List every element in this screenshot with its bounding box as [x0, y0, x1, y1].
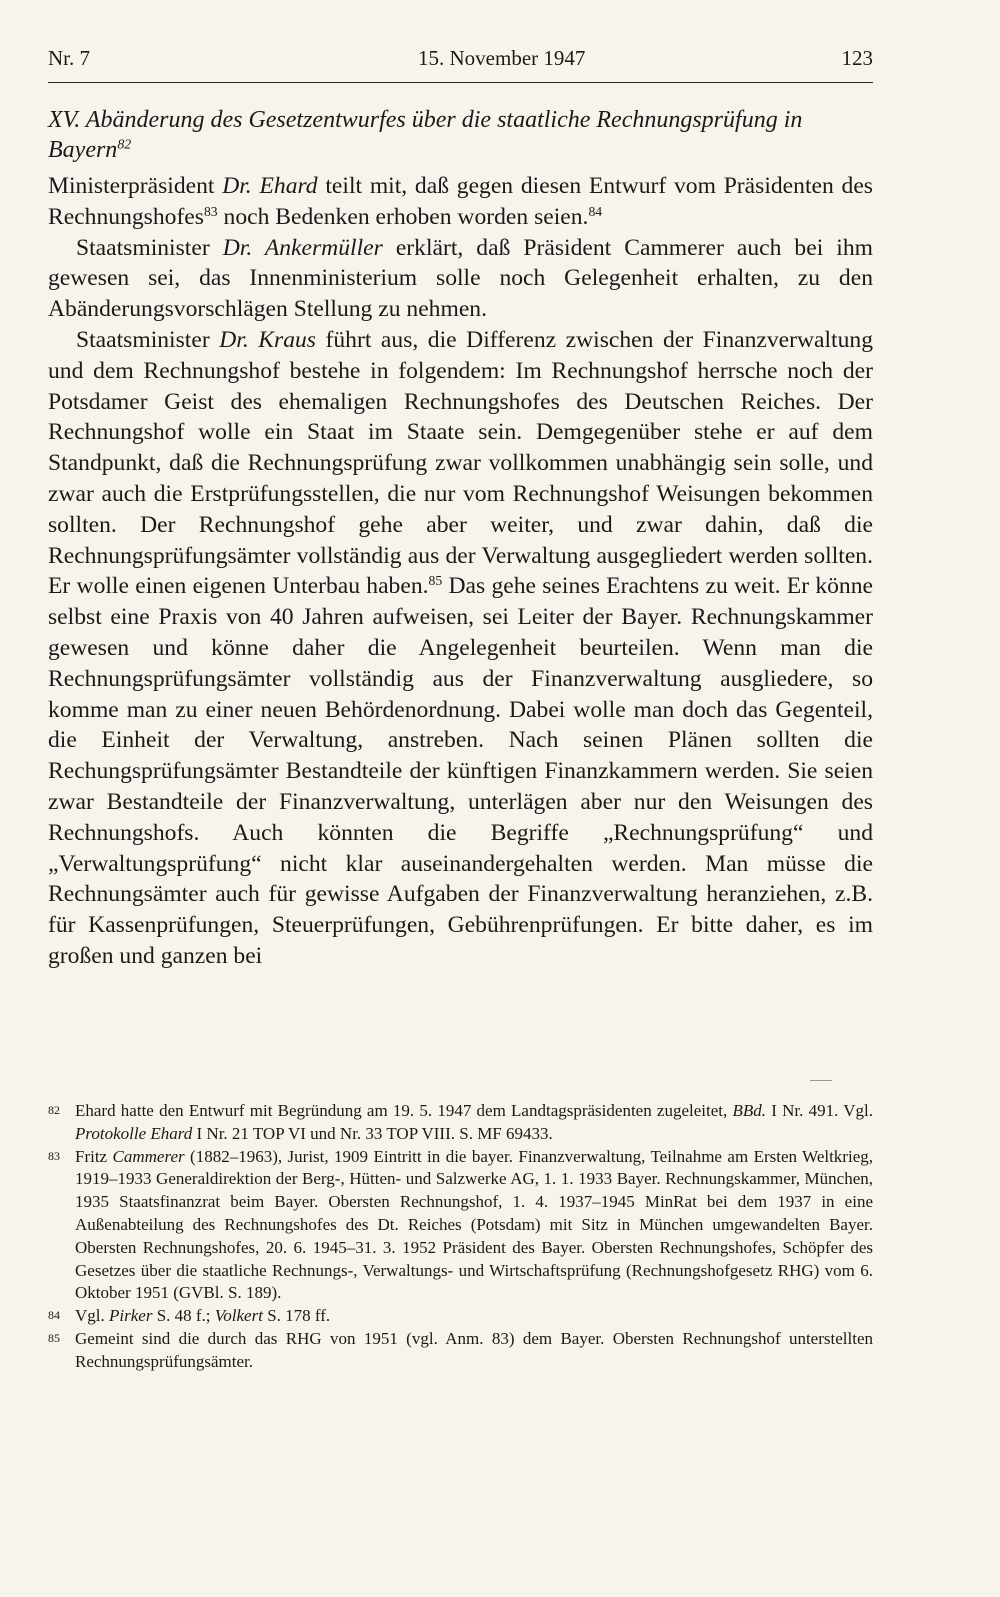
footnotes: [48, 1100, 873, 1374]
text-segment: Fritz: [75, 1146, 113, 1166]
text-segment: Staatsminister: [76, 326, 220, 353]
source-abbrev: BBd.: [732, 1101, 767, 1120]
text-segment: Vgl.: [75, 1306, 109, 1326]
paragraph-ankermueller: [48, 233, 873, 325]
title-dr: Dr.: [222, 234, 253, 261]
footnote-82: [48, 1100, 873, 1146]
issue-date: 15. November 1947: [418, 46, 586, 70]
footnote-ref-84: 84: [588, 203, 603, 219]
main-text: [48, 105, 873, 972]
person-name: Kraus: [248, 326, 316, 353]
person-name: Ehard: [251, 173, 318, 199]
text-segment: I Nr. 491. Vgl.: [766, 1101, 873, 1120]
footnote-84: [48, 1305, 873, 1328]
text-segment: noch Bedenken erhoben worden seien.: [217, 203, 589, 230]
paragraph-ehard: [48, 171, 873, 233]
footnote-number: 85: [48, 1330, 60, 1345]
section-heading-text: XV. Abänderung des Gesetzentwurfes über die staatliche Rechnungsprüfung in Bayern: [48, 107, 803, 163]
footnote-ref-83: 83: [203, 203, 218, 219]
text-segment: erklärt, daß Präsident Cammerer auch bei ihm gewesen sei, das Innenministerium solle noch Gelegenheit erhalten, zu den Abänderungsvorschlägen Stellung zu nehmen.: [48, 234, 873, 323]
text-segment: S. 48 f.;: [152, 1306, 215, 1326]
text-segment: Staatsminister: [76, 234, 223, 261]
text-segment: teilt mit, daß gegen diesen Entwurf vom Präsidenten des Rechnungshofes: [48, 173, 873, 230]
text-segment: (1882–1963), Jurist, 1909 Eintritt in die bayer. Finanzverwaltung, Teilnahme am Ersten Weltkrieg, 1919–1933 Generaldirektion der Berg-, Hütten- und Salzwerke AG, 1. 1. 1933 Bayer. Rechnungskammer, München, 1935 Staatsfinanzrat beim Bayer. Obersten Rechnungshof, 1. 4. 1937–1945 MinRat bei dem 1937 in eine Außenabteilung des Rechnungshofes des Dt. Reiches (Potsdam) mit Sitz in München umgewandelten Bayer. Obersten Rechnungshofes, 20. 6. 1945–31. 3. 1952 Präsident des Bayer. Obersten Rechnungshofes, Schöpfer des Gesetzes über die staatliche Rechnungs-, Verwaltungs- und Wirtschaftsprüfung (Rechnungshofgesetz RHG) vom 6. Oktober 1951 (GVBl. S. 189).: [75, 1146, 873, 1303]
footnote-ref-85: 85: [428, 573, 443, 589]
footnote-85: [48, 1328, 873, 1374]
text-segment: führt aus, die Differenz zwischen der Finanzverwaltung und dem Rechnungshof bestehe in folgendem: Im Rechnungshof herrsche noch der Potsdamer Geist des ehemaligen Rechnungshofes des Deutschen Reiches. Der Rechnungshof wolle ein Staat im Staate sein. Demgegenüber stehe er auf dem Standpunkt, daß die Rechnungsprüfung zwar vollkommen unabhängig sein solle, und zwar auch die Erstprüfungsstellen, die nur vom Rechnungshof Weisungen bekommen sollten. Der Rechnungshof gehe aber weiter, und zwar dahin, daß die Rechnungsprüfungsämter vollständig aus der Verwaltung ausgegliedert werden sollten. Er wolle einen eigenen Unterbau haben.: [48, 326, 873, 600]
person-name: Cammerer: [112, 1146, 185, 1166]
footnote-number: 83: [48, 1148, 60, 1163]
title-dr: Dr.: [222, 173, 252, 199]
footnote-separator: [810, 1080, 832, 1081]
issue-number: Nr. 7: [48, 46, 90, 70]
author-name: Volkert: [214, 1306, 263, 1326]
section-heading: [48, 105, 873, 165]
text-segment: S. 178 ff.: [262, 1306, 331, 1326]
page-number: 123: [841, 46, 873, 70]
text-segment: Ministerpräsident: [48, 173, 223, 199]
author-name: Pirker: [109, 1306, 153, 1326]
footnote-83: [48, 1146, 873, 1306]
text-segment: I Nr. 21 TOP VI und Nr. 33 TOP VIII. S. MF 69433.: [192, 1123, 553, 1143]
paragraph-kraus: [48, 325, 873, 972]
footnote-number: 82: [48, 1103, 60, 1117]
running-header: [48, 40, 873, 83]
person-name: Ankermüller: [252, 234, 383, 261]
title-dr: Dr.: [219, 326, 249, 353]
text-segment: Das gehe seines Erachtens zu weit. Er könne selbst eine Praxis von 40 Jahren aufweisen, sei Leiter der Bayer. Rechnungskammer gewesen und könne daher die Angelegenheit beurteilen. Wenn man die Rechnungsprüfungsämter vollständig aus der Finanzverwaltung ausgliedere, so komme man zu einer neuen Behördenordnung. Dabei wolle man doch das Gegenteil, die Einheit der Verwaltung, anstreben. Nach seinen Plänen sollten die Rechungsprüfungsämter Bestandteile der künftigen Finanzkammern werden. Sie seien zwar Bestandteile der Finanzverwaltung, unterlägen aber nur den Weisungen des Rechnungshofs. Auch könnten die Begriffe „Rechnungsprüfung“ und „Verwaltungsprüfung“ nicht klar auseinandergehalten werden. Man müsse die Rechnungsämter auch für gewisse Aufgaben der Finanzverwaltung heranziehen, z.B. für Kassenprüfungen, Steuerprüfungen, Gebührenprüfungen. Er bitte daher, es im großen und ganzen bei: [48, 573, 874, 969]
source-title: Protokolle Ehard: [75, 1123, 193, 1143]
text-segment: Ehard hatte den Entwurf mit Begründung am 19. 5. 1947 dem Landtagspräsidenten zugeleitet,: [75, 1101, 733, 1120]
footnote-number: 84: [48, 1308, 60, 1323]
footnote-ref-82: 82: [117, 137, 132, 153]
text-segment: Gemeint sind die durch das RHG von 1951 (vgl. Anm. 83) dem Bayer. Obersten Rechnungshof unterstellten Rechnungsprüfungsämter.: [75, 1328, 873, 1371]
